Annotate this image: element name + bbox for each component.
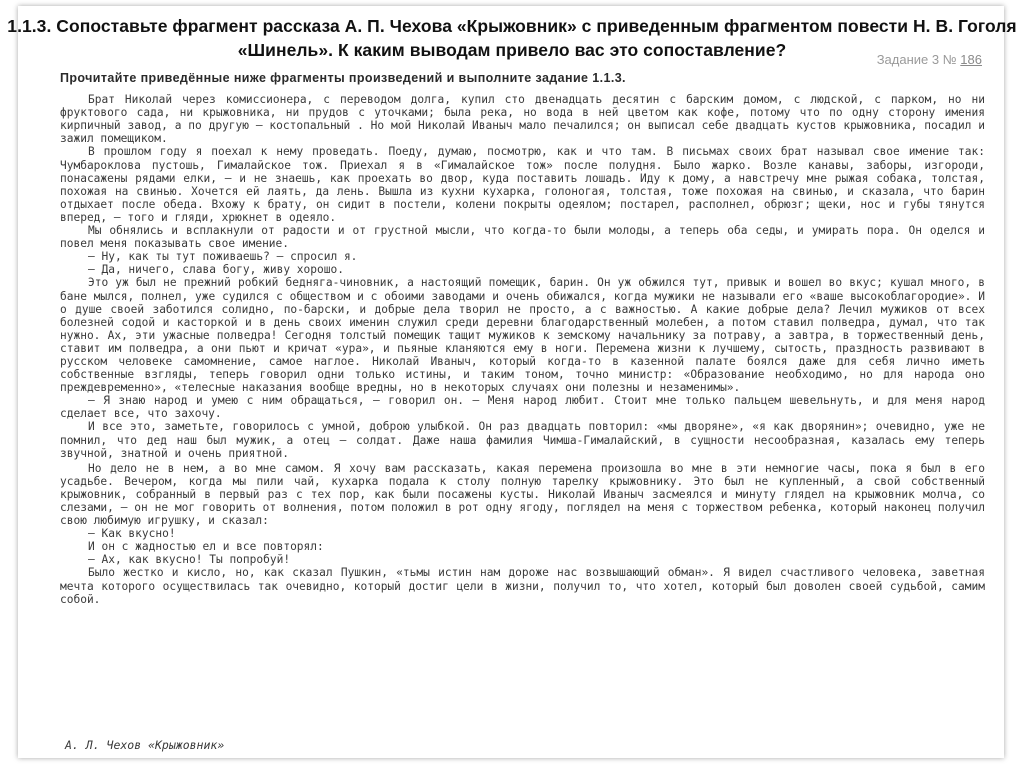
paragraph: — Да, ничего, слава богу, живу хорошо.	[88, 263, 344, 277]
paragraph: — Как вкусно!	[88, 527, 176, 541]
paragraph: И он с жадностью ел и все повторял:	[88, 540, 324, 554]
paragraph: Брат Николай через комиссионера, с переводом долга, купил сто двенадцать десятин с барским домом, с людской, с парком, но ни фруктового сада, ни крыжовника, ни прудов с уточками; была река, но вода в ней цветом как кофе, потому что по одну сторону имения кирпичный завод, а по другую — костопальный . Но мой Николай Иваныч мало печалился; он выписал себе двадцать кустов крыжовника, посадил и зажил помещиком.	[60, 93, 985, 146]
paragraph: И все это, заметьте, говорилось с умной, доброю улыбкой. Он раз двадцать повторил: «мы дворяне», «я как дворянин»; очевидно, уже не помнил, что дед наш был мужик, а отец — солдат. Даже наша фамилия Чимша-Гималайский, в сущности несообразная, казалась ему теперь звучной, знатной и очень приятной.	[60, 420, 985, 460]
source-signature: А. Л. Чехов «Крыжовник»	[65, 738, 225, 752]
paragraph: Мы обнялись и всплакнули от радости и от грустной мысли, что когда-то были молоды, а теперь оба седы, и умирать пора. Он оделся и повел меня показывать свое имение.	[60, 224, 985, 251]
paragraph: — Ах, как вкусно! Ты попробуй!	[88, 553, 291, 567]
task-reference-label: Задание 3 №	[876, 52, 957, 67]
paragraph: Это уж был не прежний робкий бедняга-чиновник, а настоящий помещик, барин. Он уж обжился тут, привык и вошел во вкус; кушал много, в бане мылся, полнел, уже судился с обществом и с обоими заводами и очень обижался, когда мужики не называли его «ваше высокоблагородие». И о душе своей заботился солидно, по-барски, и добрые дела творил не просто, а с важностью. А какие добрые дела? Лечил мужиков от всех болезней содой и касторкой и в день своих именин служил среди деревни благодарственный молебен, а потом ставил полведра, думал, что так нужно. Ах, эти ужасные полведра! Сегодня толстый помещик тащит мужиков к земскому начальнику за потраву, а завтра, в торжественный день, ставит им полведра, а они пьют и кричат «ура», и пьяные кланяются ему в ноги. Перемена жизни к лучшему, сытость, праздность развивают в русском человеке самомнение, самое наглое. Николай Иваныч, который когда-то в казенной палате боялся даже для себя лично иметь собственные взгляды, теперь говорил одни только истины, и таким тоном, точно министр: «Образование необходимо, но для народа оно преждевременно», «телесные наказания вообще вредны, но в некоторых случаях они полезны и незаменимы».	[60, 276, 985, 395]
page-title: 1.1.3. Сопоставьте фрагмент рассказа А. П. Чехова «Крыжовник» с приведенным фрагментом повести Н. В. Гоголя «Шинель». К каким выводам привело вас это сопоставление?	[7, 16, 1017, 60]
instruction: Прочитайте приведённые ниже фрагменты произведений и выполните задание 1.1.3.	[60, 71, 626, 85]
paragraph: — Я знаю народ и умею с ним обращаться, — говорил он. — Меня народ любит. Стоит мне только пальцем шевельнуть, и для меня народ сделает все, что захочу.	[60, 394, 985, 421]
paragraph: В прошлом году я поехал к нему проведать. Поеду, думаю, посмотрю, как и что там. В письмах своих брат называл свое имение так: Чумбароклова пустошь, Гималайское тож. Приехал я в «Гималайское тож» после полудня. Было жарко. Возле канавы, заборы, изгороди, понасажены рядами елки, — и не знаешь, как проехать во двор, куда поставить лошадь. Иду к дому, а навстречу мне рыжая собака, толстая, похожая на свинью. Хочется ей лаять, да лень. Вышла из кухни кухарка, голоногая, толстая, тоже похожая на свинью, и сказала, что барин отдыхает после обеда. Вхожу к брату, он сидит в постели, колени покрыты одеялом; постарел, располнел, обрюзг; щеки, нос и губы тянутся вперед, — того и гляди, хрюкнет в одеяло.	[60, 145, 985, 224]
paragraph: Было жестко и кисло, но, как сказал Пушкин, «тьмы истин нам дороже нас возвышающий обман». Я видел счастливого человека, заветная мечта которого осуществилась так очевидно, который достиг цели в жизни, получил то, что хотел, который был доволен своей судьбой, самим собой.	[60, 566, 985, 606]
task-reference-link[interactable]: 186	[960, 52, 982, 67]
excerpt-text	[60, 72, 985, 606]
paragraph: Но дело не в нем, а во мне самом. Я хочу вам рассказать, какая перемена произошла во мне в эти немногие часы, пока я был в его усадьбе. Вечером, когда мы пили чай, кухарка подала к столу полную тарелку крыжовнику. Это был не купленный, а свой собственный крыжовник, собранный в первый раз с тех пор, как были посажены кусты. Николай Иваныч засмеялся и минуту глядел на крыжовник молча, со слезами, — он не мог говорить от волнения, потом положил в рот одну ягоду, поглядел на меня с торжеством ребенка, который наконец получил свою любимую игрушку, и сказал:	[60, 461, 985, 528]
task-reference	[877, 52, 982, 67]
paragraph: — Ну, как ты тут поживаешь? — спросил я.	[88, 250, 358, 264]
